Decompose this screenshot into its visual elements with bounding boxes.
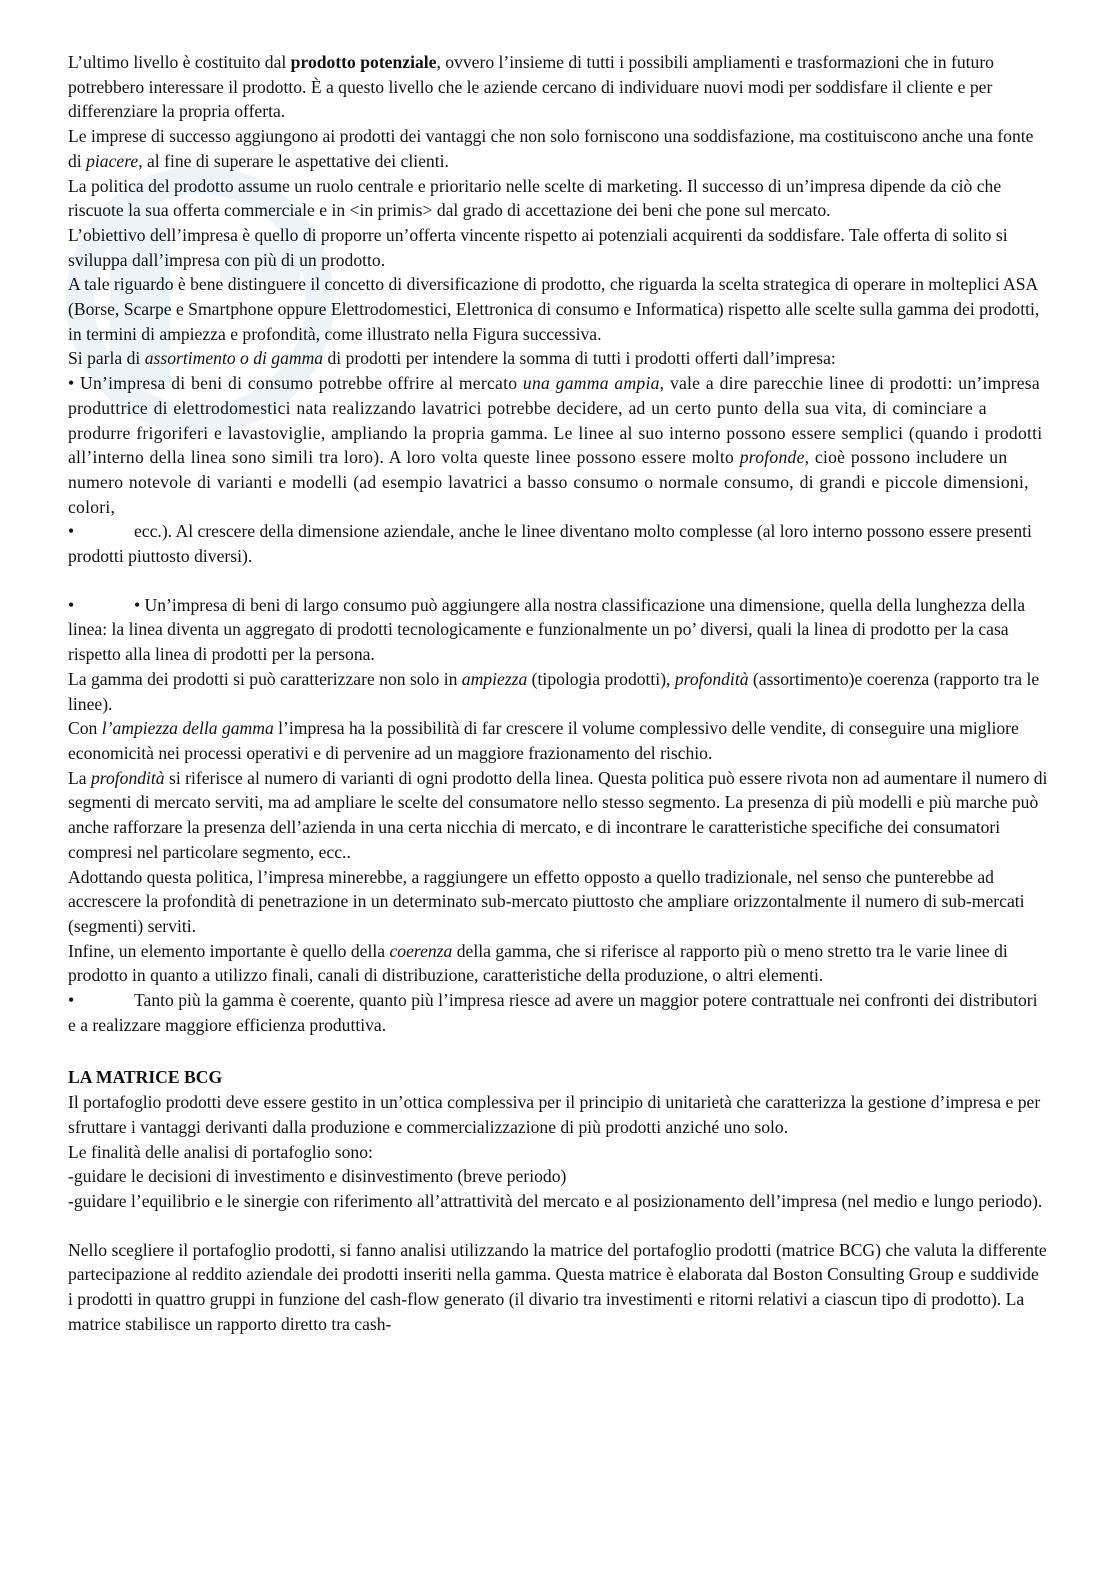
- paragraph-diversificazione: A tale riguardo è bene distinguere il concetto di diversificazione di prodotto, che riguarda la scelta strategica di operare in molteplici ASA (Borse, Scarpe e Smartphone oppure Elettrodomestici, Elettronica di consumo e Informatica) rispetto alle scelte sulla gamma dei prodotti, in termini di ampiezza e profondità, come illustrato nella Figura successiva.: [68, 274, 1040, 344]
- paragraph-profondita: La profondità si riferisce al numero di varianti di ogni prodotto della linea. Questa politica può essere rivota non ad aumentare il numero di segmenti di mercato serviti, ma ad ampliare le scelte del consumatore nello stesso segmento. La presenza di più modelli e più marche può anche rafforzare la presenza dell’azienda in una certa nicchia di mercato, e di incontrare le caratteristiche specifiche dei consumatori compresi nel particolare segmento, ecc..: [68, 767, 1048, 862]
- list-item-largo-consumo: • • Un’impresa di beni di largo consumo può aggiungere alla nostra classificazione una dimensione, quella della lunghezza della linea: la linea diventa un aggregato di prodotti tecnologicamente e funzionalmente un po’ diversi, quali la linea di prodotto per la casa rispetto alla linea di prodotti per la persona.: [68, 594, 1026, 665]
- paragraph-portafoglio-prodotti: Il portafoglio prodotti deve essere gestito in un’ottica complessiva per il principio di unitarietà che caratterizza la gestione d’impresa e per sfruttare i vantaggi derivanti dalla produzione e commercializzazione di più prodotti anziché uno solo.: [68, 1092, 1041, 1137]
- paragraph-imprese-successo: Le imprese di successo aggiungono ai prodotti dei vantaggi che non solo forniscono una soddisfazione, ma costituiscono anche una fonte di piacere, al fine di superare le aspettative dei clienti.: [68, 126, 1034, 171]
- list-item-equilibrio: -guidare l’equilibrio e le sinergie con riferimento all’attrattività del mercato e al posizionamento dell’impresa (nel medio e lungo periodo).: [68, 1190, 1043, 1211]
- list-item-ecc: • ecc.). Al crescere della dimensione aziendale, anche le linee diventano molto complesse (al loro interno possono essere presenti prodotti piuttosto diversi).: [68, 521, 1032, 567]
- paragraph-ampiezza-gamma: Con l’ampiezza della gamma l’impresa ha la possibilità di far crescere il volume complessivo delle vendite, di conseguire una migliore economicità nei processi operativi e di pervenire ad un maggiore frazionamento del rischio.: [68, 718, 1019, 763]
- bullet-icon: •: [68, 594, 75, 615]
- term-prodotto-potenziale: prodotto potenziale: [290, 52, 437, 72]
- paragraph-matrice-bcg: Nello scegliere il portafoglio prodotti, si fanno analisi utilizzando la matrice del portafoglio prodotti (matrice BCG) che valuta la differente partecipazione al reddito aziendale dei prodotti inseriti nella gamma. Questa matrice è elaborata dal Boston Consulting Group e suddivide i prodotti in quattro gruppi in funzione del cash-flow generato (il divario tra investimenti e ritorni relativi a ciascun tipo di prodotto). La matrice stabilisce un rapporto diretto tra cash-: [68, 1239, 1047, 1334]
- bullet-icon: •: [68, 990, 75, 1011]
- paragraph-caratteristiche-gamma: La gamma dei prodotti si può caratterizzare non solo in ampiezza (tipologia prodotti), profondità (assortimento)e coerenza (rapporto tra le linee).: [68, 668, 1040, 714]
- paragraph-assortimento: Si parla di assortimento o di gamma di prodotti per intendere la somma di tutti i prodotti offerti dall’impresa:: [68, 348, 836, 369]
- spacer: [68, 569, 1048, 593]
- list-item-investimento: -guidare le decisioni di investimento e disinvestimento (breve periodo): [68, 1166, 567, 1187]
- spacer: [68, 1037, 1048, 1061]
- section-heading-matrice-bcg: LA MATRICE BCG: [68, 1067, 223, 1088]
- paragraph-adottando-politica: Adottando questa politica, l’impresa minerebbe, a raggiungere un effetto opposto a quello tradizionale, nel senso che punterebbe ad accrescere la profondità di penetrazione in un determinato sub-mercato piuttosto che ampliare orizzontalmente il numero di sub-mercati (segmenti) serviti.: [68, 866, 1025, 936]
- paragraph-politica-prodotto: La politica del prodotto assume un ruolo centrale e prioritario nelle scelte di marketing. Il successo di un’impresa dipende da ciò che riscuote la sua offerta commerciale e in <in primis> dal grado di accettazione dei beni che pone sul mercato.: [68, 175, 1002, 221]
- document-page: [68, 50, 1048, 1336]
- paragraph-gamma-ampia: • Un’impresa di beni di consumo potrebbe offrire al mercato una gamma ampia, vale a dire parecchie linee di prodotti: un’impresa produttrice di elettrodomestici nata realizzando lavatrici potrebbe decidere, ad un certo punto della sua vita, di cominciare a produrre frigoriferi e lavastoviglie, ampliando la propria gamma. Le linee al suo interno possono essere semplici (quando i prodotti all’interno della linea sono simili tra loro). A loro volta queste linee possono essere molto profonde, cioè possono includere un numero notevole di varianti e modelli (ad esempio lavatrici a basso consumo o normale consumo, di grandi e piccole dimensioni, colori,: [68, 373, 1043, 517]
- paragraph-obiettivo-impresa: L’obiettivo dell’impresa è quello di proporre un’offerta vincente rispetto ai potenziali acquirenti da soddisfare. Tale offerta di solito si sviluppa dall’impresa con più di un prodotto.: [68, 224, 1008, 270]
- spacer: [68, 1214, 1048, 1238]
- paragraph-coerenza: Infine, un elemento importante è quello della coerenza della gamma, che si riferisce al rapporto più o meno stretto tra le varie linee di prodotto in quanto a utilizzo finali, canali di distribuzione, caratteristiche della produzione, o altri elementi.: [68, 940, 1008, 986]
- bullet-icon: •: [68, 521, 75, 542]
- list-item-gamma-coerente: • Tanto più la gamma è coerente, quanto più l’impresa riesce ad avere un maggior potere contrattuale nei confronti dei distributori e a realizzare maggiore efficienza produttiva.: [68, 990, 1038, 1035]
- paragraph-prodotto-potenziale: L’ultimo livello è costituito dal prodotto potenziale, ovvero l’insieme di tutti i possibili ampliamenti e trasformazioni che in futuro potrebbero interessare il prodotto. È a questo livello che le aziende cercano di individuare nuovi modi per soddisfare il cliente e per differenziare la propria offerta.: [68, 52, 994, 122]
- paragraph-finalita: Le finalità delle analisi di portafoglio sono:: [68, 1141, 373, 1162]
